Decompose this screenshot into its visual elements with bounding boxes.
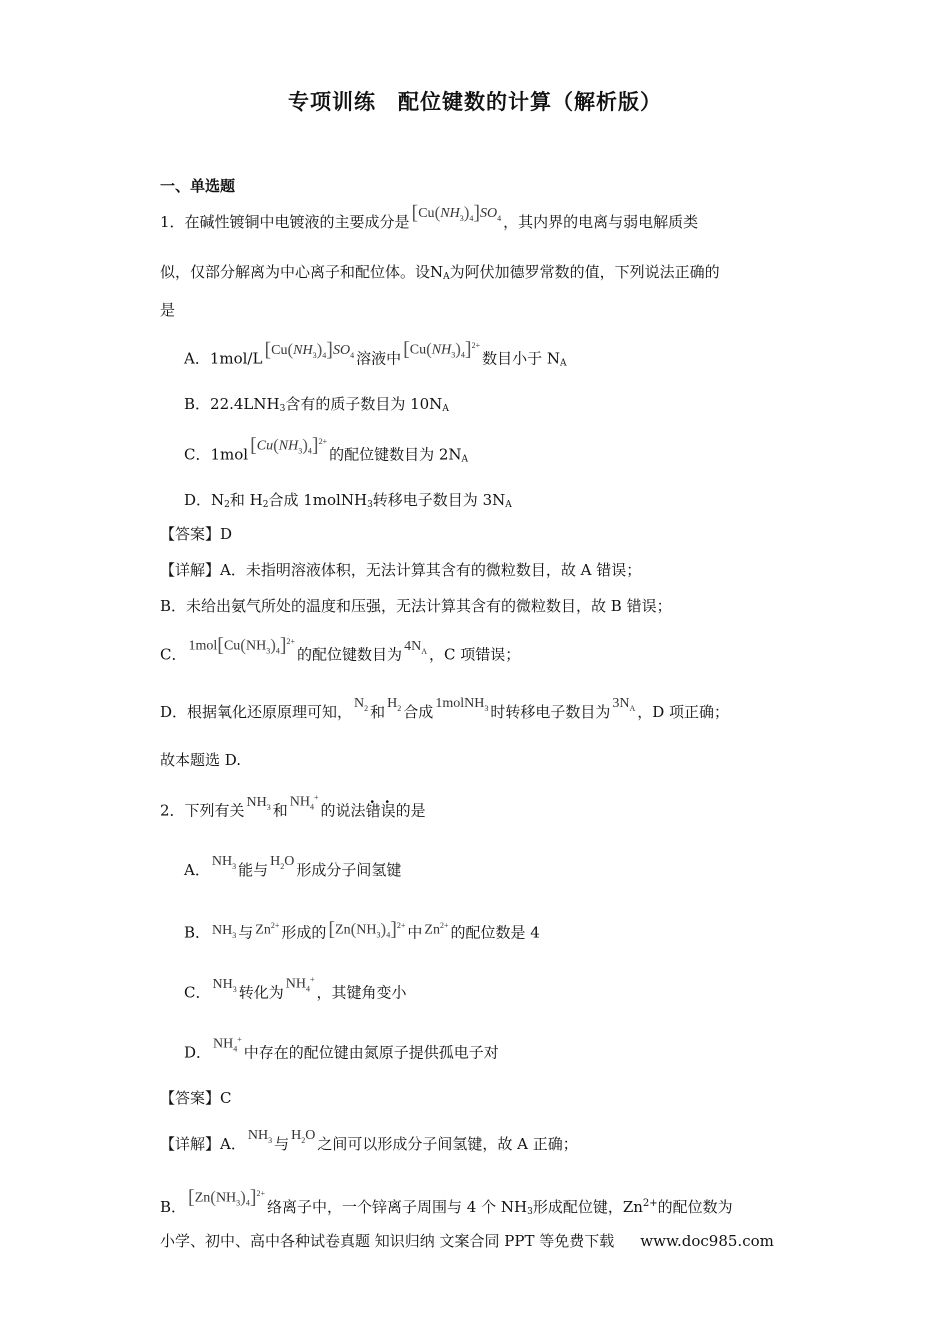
formula-n2: $N_2$: [354, 696, 369, 713]
q1-option-b: B．$22.4LNH_3$含有的质子数目为 $10N_A$: [184, 395, 449, 414]
q1-stem-line2: 似，仅部分解离为中心离子和配位体。设$N_A$为阿伏加德罗常数的值，下列说法正确的: [160, 263, 720, 282]
page-footer: [160, 1230, 774, 1251]
q2-explanation-a: 【详解】A． $NH_3$ 与 $H_2O$ 之间可以形成分子间氢键，故 A 正确；: [160, 1128, 578, 1153]
formula-zn-nh3-4: $[Zn(NH_3)_4]^{2+}$: [328, 918, 406, 941]
formula-cu-nh3-4-ion: $[Cu(NH_3)_4]^{2+}$: [403, 338, 481, 361]
formula-1mol-nh3: 1molNH$_3$: [435, 696, 489, 713]
q1-answer: 【答案】D: [160, 525, 233, 543]
formula-zn2-plus: $Zn^{2+}$: [255, 921, 280, 938]
formula-cu-nh3-4-so4: $[Cu(NH_3)_4]SO_4$: [264, 338, 355, 361]
footer-link[interactable]: www.doc985.com: [640, 1232, 774, 1250]
q1-option-d: D．$N_2$和 $H_2$合成 1molNH$_3$转移电子数目为 $3N_A$: [184, 491, 512, 510]
q1-option-a: A．1mol/L $[Cu(NH_3)_4]SO_4$ 溶液中 $[Cu(NH_3)_4]^{2+}$数目小于 $N_A$: [184, 346, 566, 375]
section-heading: 一、单选题: [160, 177, 236, 195]
formula-nh3: $NH_3$: [212, 976, 237, 994]
formula-3na: $3N_A$: [612, 696, 636, 713]
q2-answer: 【答案】C: [160, 1089, 232, 1107]
q1-explanation-c: C． $1mol[Cu(NH_3)_4]^{2+}$的配位键数目为 $4N_A$ ，C 项错误；: [160, 642, 520, 671]
formula-h2o: $H_2O$: [291, 1128, 316, 1145]
q1-conclusion: 故本题选 D.: [160, 751, 242, 769]
formula-zn-nh3-4: $[Zn(NH_3)_4]^{2+}$: [188, 1187, 266, 1209]
formula-h2o: $H_2O$: [270, 854, 295, 871]
q1-explanation-d: D．根据氧化还原原理可知， $N_2$ 和 $H_2$ 合成 1molNH$_3$ 时转移电子数目为 $3N_A$ ，D 项正确；: [160, 696, 730, 721]
footer-text: 小学、初中、高中各种试卷真题 知识归纳 文案合同 PPT 等免费下载: [160, 1232, 615, 1250]
formula-cu-nh3-4-ion: $[Cu(NH_3)_4]^{2+}$: [250, 434, 328, 457]
formula-1mol-cu-nh3-4: $1mol[Cu(NH_3)_4]^{2+}$: [188, 634, 296, 657]
formula-4na: $4N_A$: [404, 638, 427, 656]
formula-nh3: $NH_3$: [247, 1128, 273, 1145]
q1-stem-line1: 1．在碱性镀铜中电镀液的主要成分是 $[Cu(NH_3)_4]SO_4$ ，其内界的电离与弱电解质类: [160, 202, 699, 231]
q1-explanation-b: B．未给出氨气所处的温度和压强，无法计算其含有的微粒数目，故 B 错误；: [160, 597, 672, 615]
formula-h2: $H_2$: [387, 696, 402, 713]
q1-explanation-a: 【详解】A．未指明溶液体积，无法计算其含有的微粒数目，故 A 错误；: [160, 561, 642, 579]
formula-nh4-plus: $NH_4^+$: [213, 1035, 242, 1054]
q2-explanation-b: B． $[Zn(NH_3)_4]^{2+}$络离子中，一个锌离子周围与 4 个 $NH_3$形成配位键，$Zn^{2+}$的配位数为: [160, 1194, 733, 1224]
q1-stem-line3: 是: [160, 301, 176, 319]
formula-cu-nh3-4-so4: $[Cu(NH_3)_4]SO_4$: [411, 202, 502, 224]
page-title: 专项训练 配位键数的计算（解析版）: [288, 90, 662, 114]
q2-option-c: C． $NH_3$ 转化为 $NH_4^+$，其键角变小: [184, 980, 407, 1009]
formula-nh3: $NH_3$: [212, 922, 237, 940]
formula-zn2-plus: $Zn^{2+}$: [424, 921, 449, 938]
q1-option-c: C．1mol $[Cu(NH_3)_4]^{2+}$的配位键数目为 $2N_A$: [184, 442, 468, 471]
q2-option-b: B． $NH_3$ 与 $Zn^{2+}$ 形成的 $[Zn(NH_3)_4]^{2+}$ 中 $Zn^{2+}$ 的配位数是 4: [184, 920, 540, 949]
q2-stem: 2．下列有关 $NH_3$ 和 $NH_4^+$的说法错误的是: [160, 798, 426, 827]
formula-nh4-plus: $NH_4^+$: [289, 793, 319, 812]
formula-nh3: $NH_3$: [246, 794, 271, 812]
formula-nh4-plus: $NH_4^+$: [285, 975, 315, 994]
q2-option-d: D． $NH_4^+$中存在的配位键由氮原子提供孤电子对: [184, 1040, 499, 1069]
formula-nh3: $NH_3$: [211, 854, 237, 871]
q2-option-a: A． $NH_3$ 能与 $H_2O$ 形成分子间氢键: [184, 854, 402, 879]
